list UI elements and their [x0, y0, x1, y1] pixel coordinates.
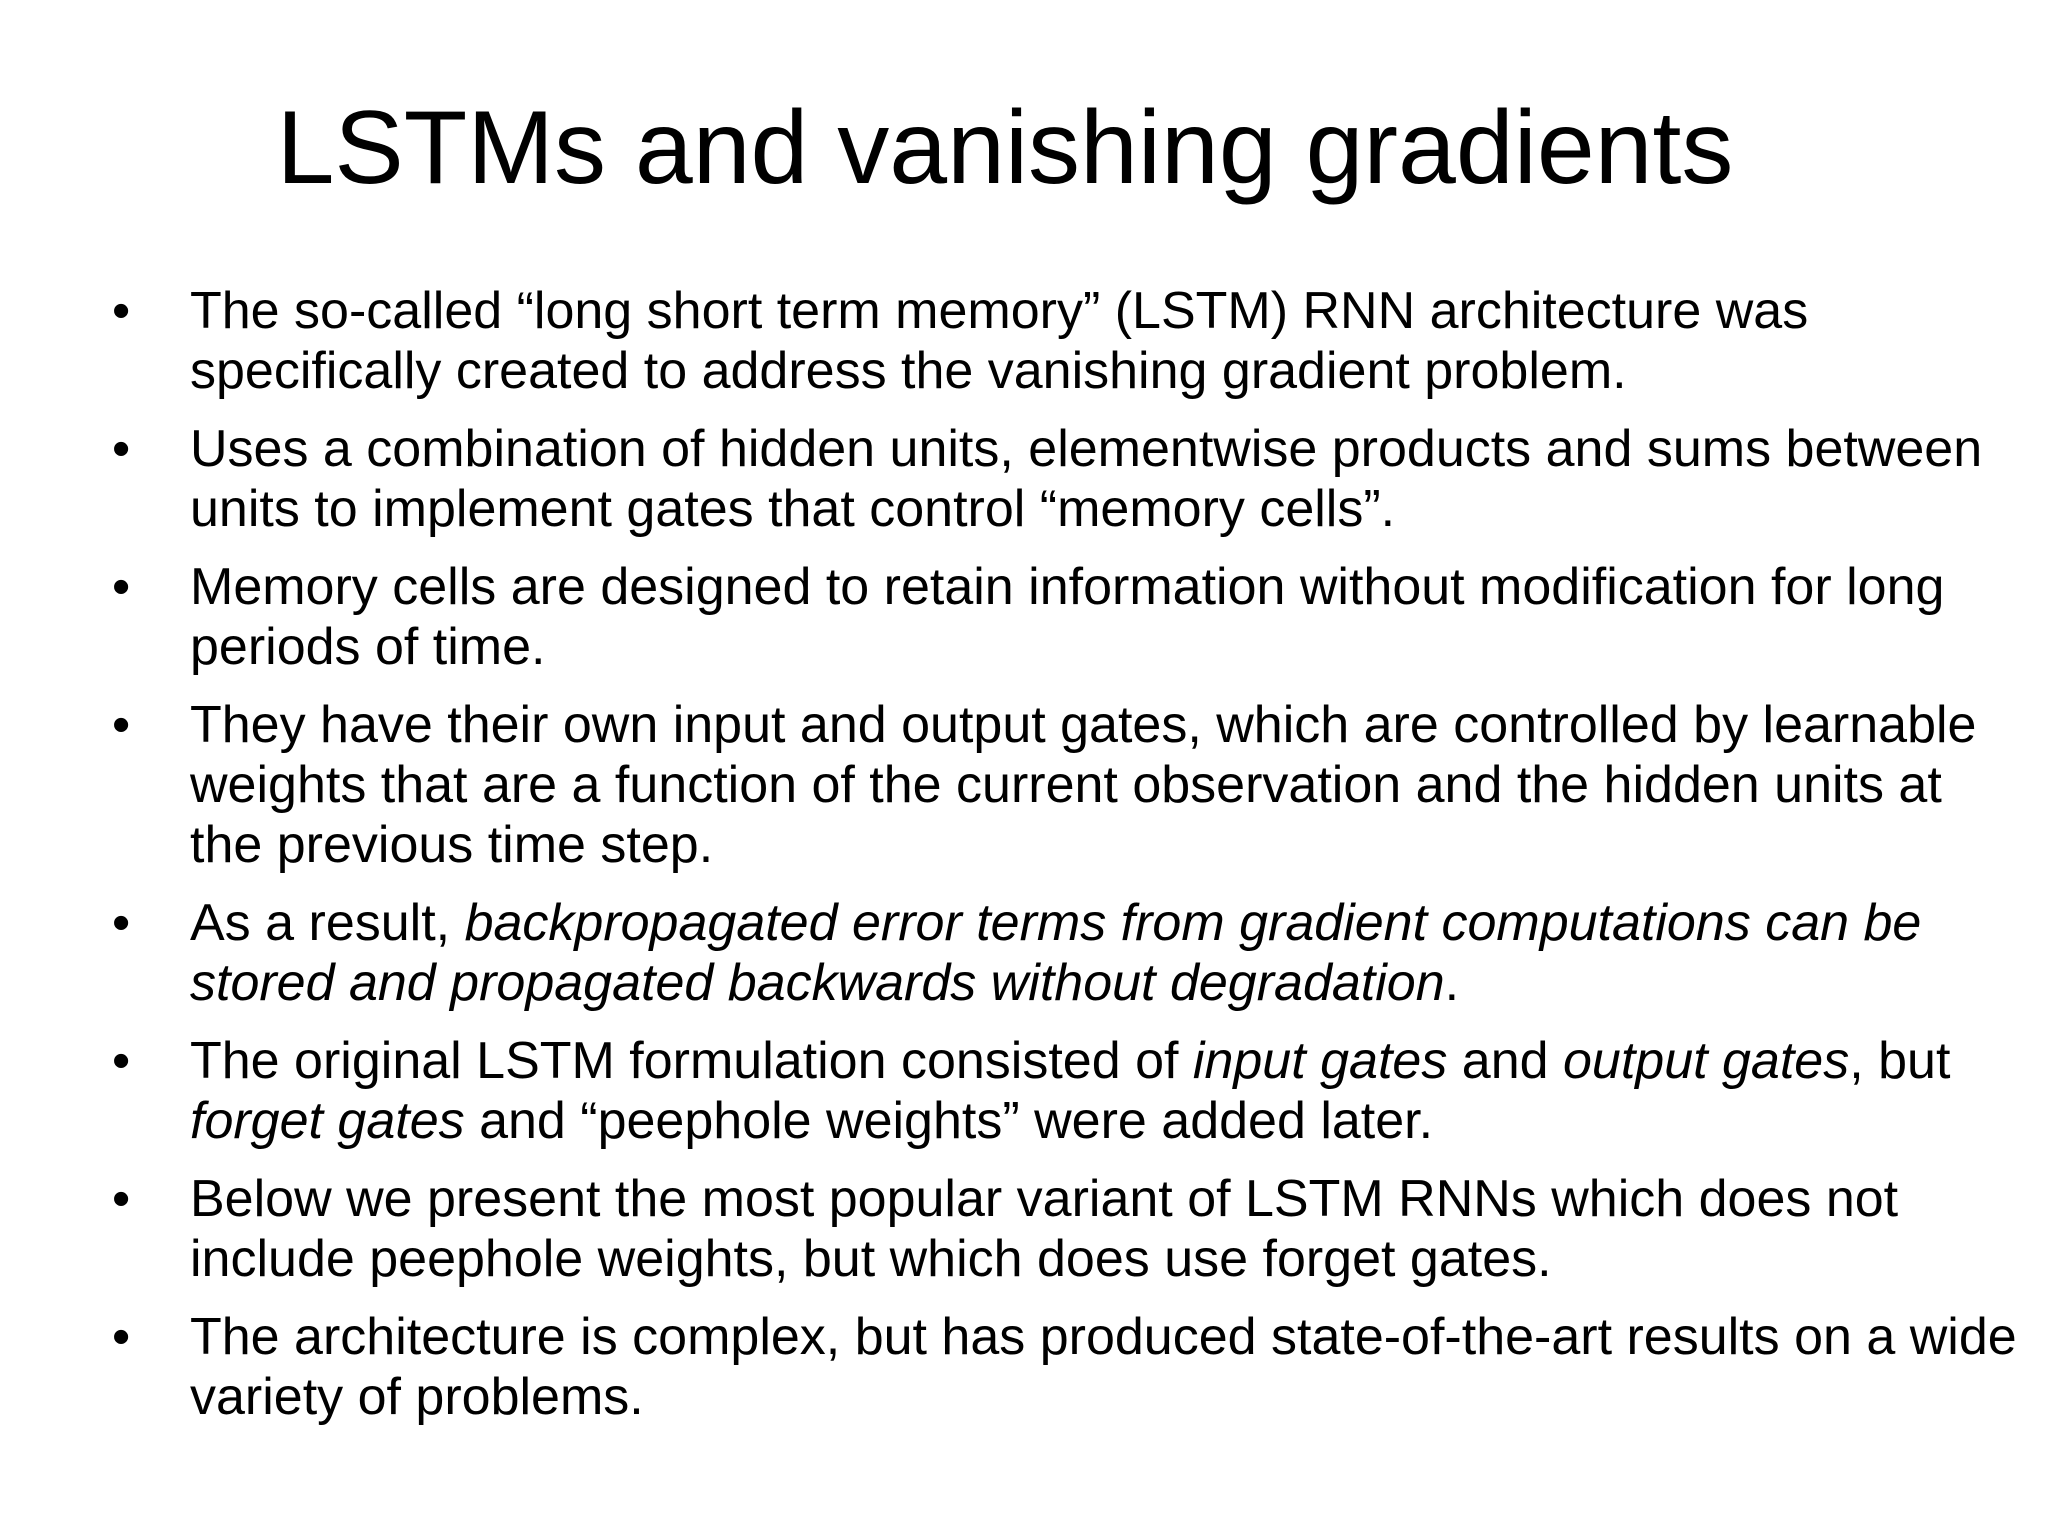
bullet-text-italic: backpropagated error terms from gradient computations can be stored and propagated backwards without degradation — [190, 894, 1922, 1012]
bullet-text-italic: forget gates — [190, 1092, 465, 1150]
bullet-text-run: The original LSTM formulation consisted of — [190, 1032, 1193, 1090]
bullet-text — [190, 1170, 1898, 1288]
bullet-text-run: The so-called “long short term memory” (LSTM) RNN architecture was specifically created to address the vanishing gradient problem. — [190, 282, 1809, 400]
bullet-text — [190, 420, 1982, 538]
bullet-text — [190, 1308, 2017, 1426]
bullet-text-italic: input gates — [1192, 1032, 1448, 1090]
bullet-dot-icon: • — [112, 696, 131, 754]
bullet-text-run: , but — [1849, 1032, 1951, 1090]
bullet-text — [190, 696, 1976, 874]
bullet-item — [104, 557, 2024, 677]
bullet-text-run: The architecture is complex, but has produced state-of-the-art results on a wide variety of problems. — [190, 1308, 2017, 1426]
bullet-item — [104, 1169, 2024, 1289]
bullet-dot-icon: • — [112, 1308, 131, 1366]
bullet-text-run: Below we present the most popular variant of LSTM RNNs which does not include peephole weights, but which does use forget gates. — [190, 1170, 1899, 1288]
bullet-dot-icon: • — [112, 894, 131, 952]
bullet-item — [104, 281, 2024, 401]
bullet-text-run: and “peephole weights” were added later. — [464, 1092, 1434, 1150]
bullet-list — [104, 281, 2024, 1445]
bullet-dot-icon: • — [112, 558, 131, 616]
bullet-dot-icon: • — [112, 1032, 131, 1090]
bullet-dot-icon: • — [112, 282, 131, 340]
bullet-item — [104, 419, 2024, 539]
bullet-text-run: and — [1447, 1032, 1563, 1090]
bullet-text-run: Memory cells are designed to retain information without modification for long periods of time. — [190, 558, 1945, 676]
bullet-text — [190, 282, 1808, 400]
bullet-item — [104, 893, 2024, 1013]
bullet-text-run: Uses a combination of hidden units, elementwise products and sums between units to implement gates that control “memory cells”. — [190, 420, 1983, 538]
bullet-dot-icon: • — [112, 420, 131, 478]
bullet-item — [104, 1307, 2024, 1427]
bullet-item — [104, 695, 2024, 875]
slide-title: LSTMs and vanishing gradients — [276, 90, 1734, 206]
bullet-item — [104, 1031, 2024, 1151]
bullet-text — [190, 558, 1944, 676]
bullet-text-run: They have their own input and output gates, which are controlled by learnable weights that are a function of the current observation and the hidden units at the previous time step. — [190, 696, 1977, 874]
bullet-text-italic: output gates — [1562, 1032, 1850, 1090]
bullet-dot-icon: • — [112, 1170, 131, 1228]
bullet-text — [190, 1032, 1950, 1150]
bullet-text — [190, 894, 1921, 1012]
bullet-text-run: As a result, — [190, 894, 465, 952]
bullet-text-run: . — [1444, 954, 1460, 1012]
